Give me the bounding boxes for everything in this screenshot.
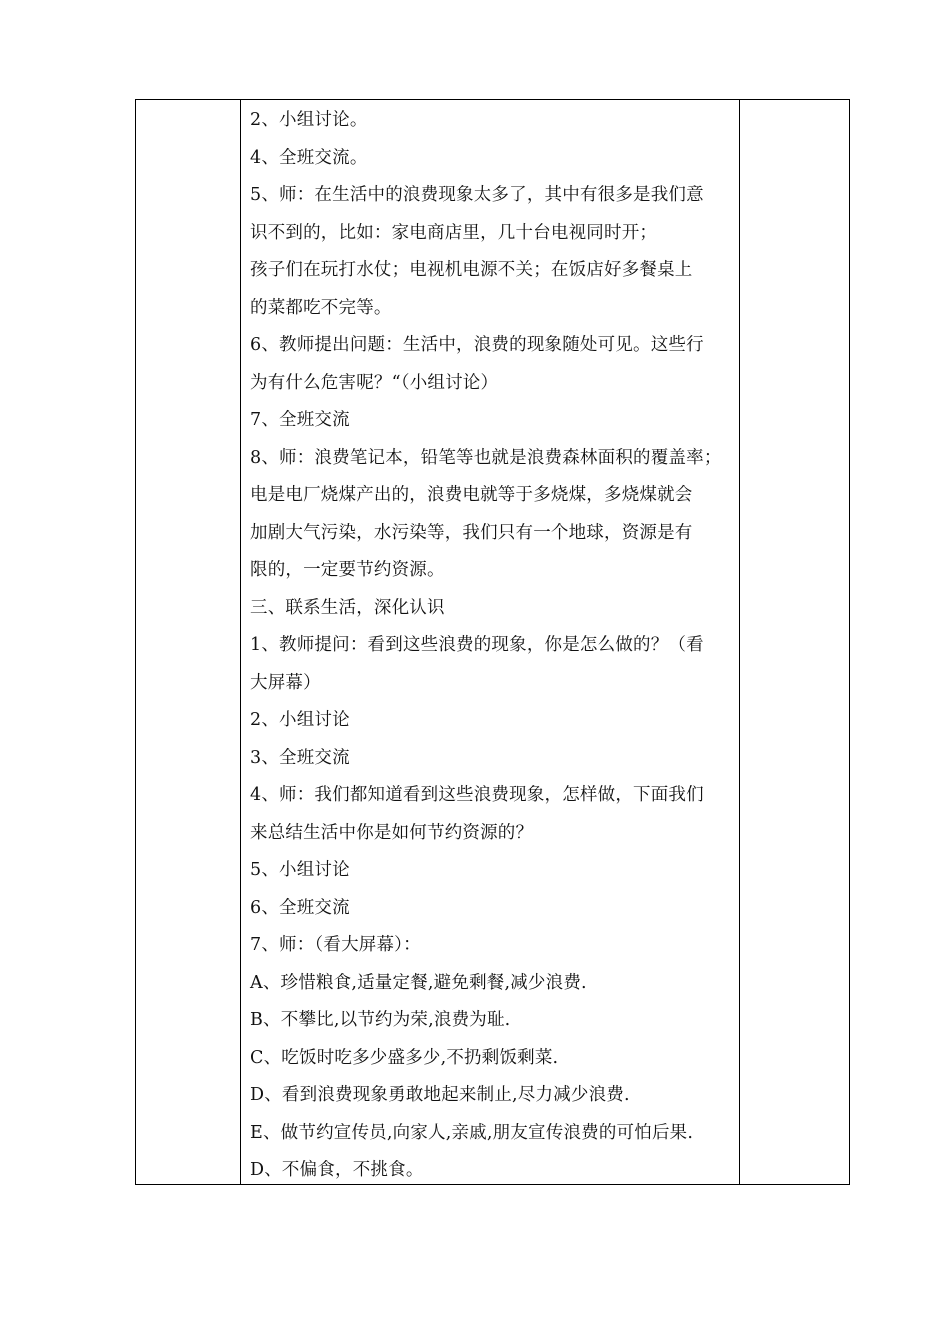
text-line: 孩子们在玩打水仗；电视机电源不关；在饭店好多餐桌上	[250, 260, 693, 280]
text-line: 的菜都吃不完等。	[250, 297, 392, 318]
column-divider-left	[240, 100, 241, 1184]
text-line: 4、师：我们都知道看到这些浪费现象，怎样做，下面我们	[250, 785, 704, 805]
list-item: D、不偏食，不挑食。	[250, 1160, 424, 1180]
text-line: 7、全班交流	[250, 410, 350, 430]
text-line: 加剧大气污染，水污染等，我们只有一个地球，资源是有	[250, 522, 693, 543]
text-line: 来总结生活中你是如何节约资源的？	[250, 822, 534, 843]
text-line: 5、小组讨论	[250, 860, 350, 880]
section-heading: 三、联系生活，深化认识	[250, 597, 445, 618]
text-line: 识不到的，比如：家电商店里，几十台电视同时开；	[250, 222, 658, 243]
list-item: C、吃饭时吃多少盛多少,不扔剩饭剩菜.	[250, 1047, 559, 1068]
text-line: 2、小组讨论	[250, 710, 350, 730]
text-line: 限的，一定要节约资源。	[250, 560, 445, 580]
text-line: 电是电厂烧煤产出的，浪费电就等于多烧煤，多烧煤就会	[250, 485, 693, 505]
text-line: 8、师：浪费笔记本，铅笔等也就是浪费森林面积的覆盖率；	[250, 447, 722, 468]
text-line: 4、全班交流。	[250, 147, 368, 168]
list-item: B、不攀比,以节约为荣,浪费为耻.	[250, 1010, 511, 1030]
text-line: 为有什么危害呢？“（小组讨论）	[250, 372, 499, 393]
text-line: 1、教师提问：看到这些浪费的现象，你是怎么做的？（看	[250, 635, 704, 655]
text-line: 2、小组讨论。	[250, 110, 368, 130]
text-line: 大屏幕）	[250, 672, 321, 693]
text-line: 6、教师提出问题：生活中，浪费的现象随处可见。这些行	[250, 335, 704, 355]
lesson-content-cell	[250, 102, 740, 1190]
text-line: 6、全班交流	[250, 897, 350, 918]
list-item: D、看到浪费现象勇敢地起来制止,尽力减少浪费.	[250, 1085, 630, 1105]
list-item: E、做节约宣传员,向家人,亲戚,朋友宣传浪费的可怕后果.	[250, 1122, 694, 1143]
text-line: 5、师：在生活中的浪费现象太多了，其中有很多是我们意	[250, 185, 704, 205]
lesson-table	[135, 99, 850, 1185]
text-line: 3、全班交流	[250, 747, 350, 768]
text-line: 7、师：（看大屏幕）：	[250, 935, 421, 955]
list-item: A、珍惜粮食,适量定餐,避免剩餐,减少浪费.	[250, 972, 587, 993]
